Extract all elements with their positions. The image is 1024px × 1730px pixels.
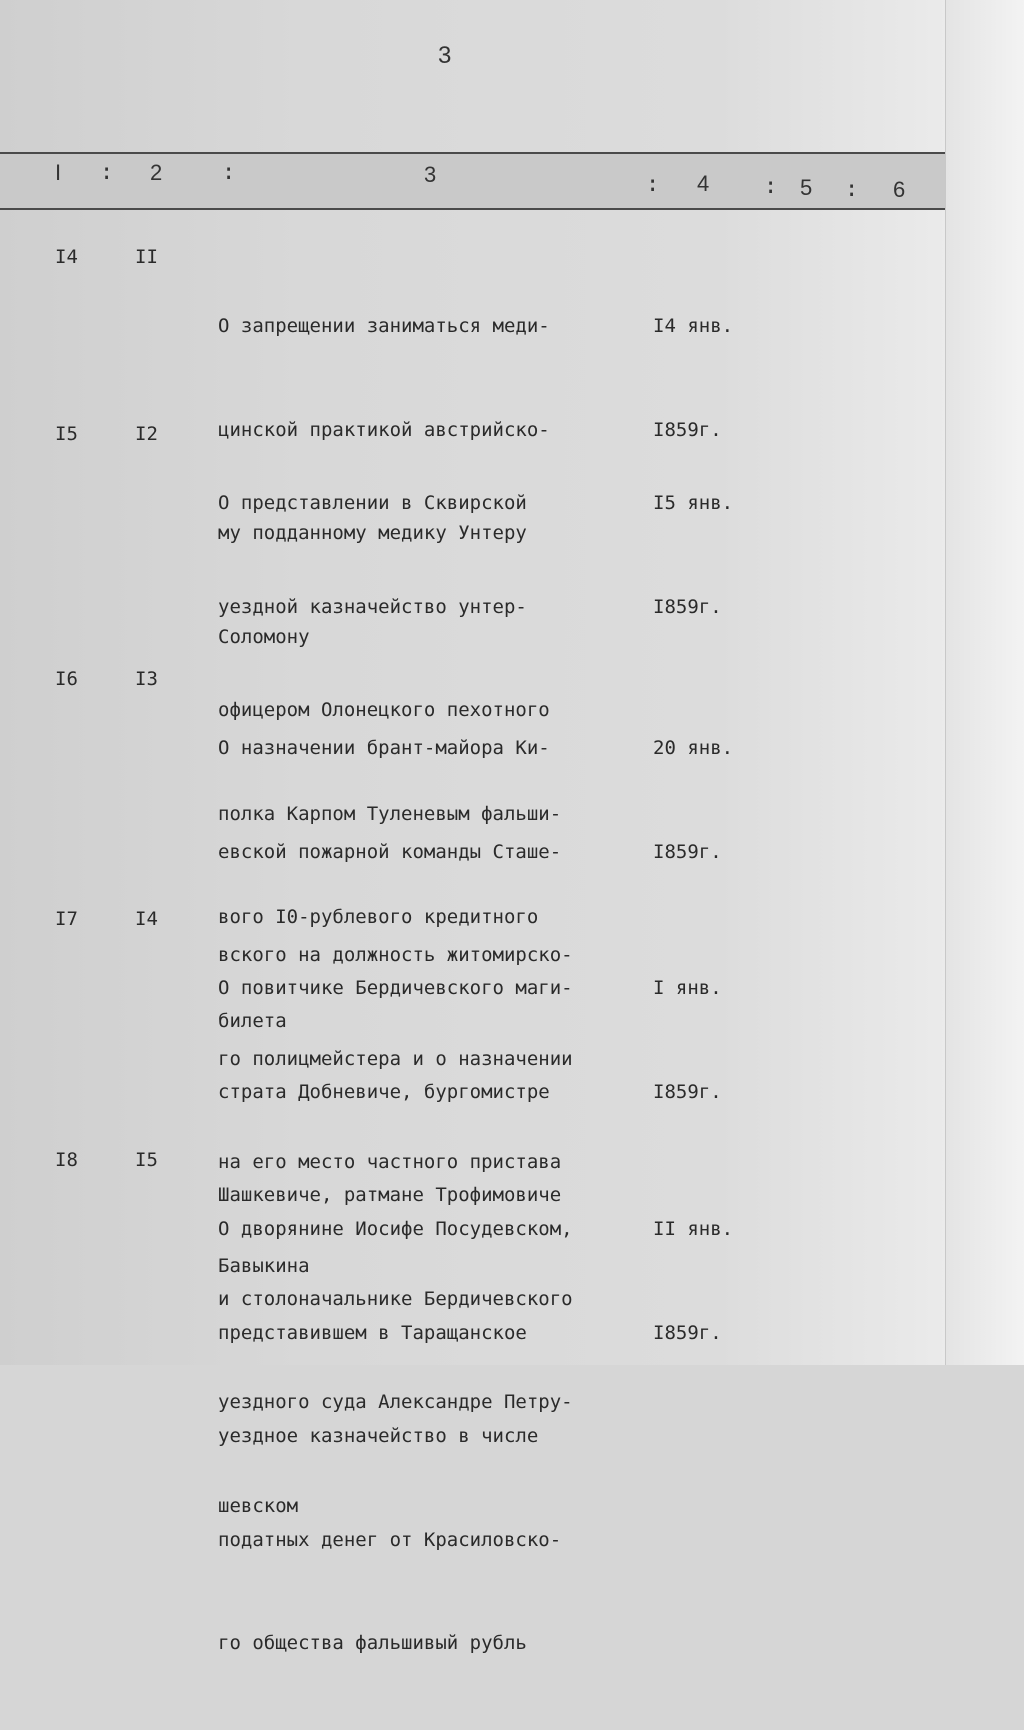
entry-number: I7 (55, 908, 78, 930)
description-line: го общества фальшивый рубль (218, 1632, 527, 1654)
date-year: I859г. (653, 1080, 722, 1103)
description-line: му подданному медику Унтеру (218, 522, 527, 544)
description-line: вского на должность житомирско- (218, 944, 573, 966)
description-line: шевском (218, 1494, 299, 1517)
entry-subnumber: I2 (135, 423, 158, 445)
date-year: I859г. (653, 840, 722, 863)
description-line: уездное казначейство в числе (218, 1425, 539, 1447)
description-line: на его место частного пристава (218, 1151, 562, 1173)
date-day: I4 янв. (653, 315, 734, 337)
header-col-2: 2 (150, 160, 163, 185)
date-day: II янв. (653, 1218, 734, 1240)
date-day: I янв. (653, 977, 722, 999)
header-bottom-rule (0, 208, 945, 210)
entry-subnumber: II (135, 246, 158, 268)
description-line: О запрещении заниматься меди- (218, 315, 550, 337)
description-line: Бавыкина (218, 1254, 310, 1277)
header-separator: : (100, 160, 114, 185)
date-year: I859г. (653, 418, 722, 441)
date-year: I859г. (653, 1321, 722, 1344)
date-year: I859г. (653, 595, 722, 618)
header-col-6: 6 (893, 177, 906, 202)
description-line: страта Добневиче, бургомистре (218, 1080, 550, 1103)
entry-number: I4 (55, 246, 78, 268)
description-line: билета (218, 1009, 287, 1032)
entry-number: I5 (55, 423, 78, 445)
entry-date (653, 417, 733, 693)
entry-subnumber: I4 (135, 908, 158, 930)
entry-date (653, 1143, 733, 1419)
entry-number: I8 (55, 1149, 78, 1171)
header-col-4: 4 (697, 171, 710, 196)
header-top-rule (0, 152, 945, 154)
description-line: цинской практикой австрийско- (218, 418, 550, 441)
description-line: го полицмейстера и о назначении (218, 1047, 573, 1070)
page-number: 3 (438, 42, 452, 69)
description-line: О повитчике Бердичевского маги- (218, 977, 573, 999)
entry-date (653, 662, 733, 938)
description-line: уездной казначейство унтер- (218, 595, 527, 618)
page-edge (945, 0, 1024, 1365)
header-separator: : (764, 174, 778, 199)
description-line: офицером Олонецкого пехотного (218, 699, 550, 721)
header-separator: : (646, 172, 660, 197)
header-separator: : (845, 177, 859, 202)
entry-date (653, 902, 722, 1178)
entry-subnumber: I5 (135, 1149, 158, 1171)
description-line: О назначении брант-майора Ки- (218, 737, 550, 759)
description-line: вого I0-рублевого кредитного (218, 906, 539, 928)
entry-number: I6 (55, 668, 78, 690)
description-line: О представлении в Сквирской (218, 492, 527, 514)
description-line: податных денег от Красиловско- (218, 1528, 562, 1551)
entry-subnumber: I3 (135, 668, 158, 690)
description-line: О дворянине Иосифе Посудевском, (218, 1218, 573, 1240)
description-line: представившем в Таращанское (218, 1321, 527, 1344)
date-day: 20 янв. (653, 737, 734, 759)
description-line: и столоначальнике Бердичевского (218, 1287, 573, 1310)
description-line: евской пожарной команды Сташе- (218, 840, 562, 863)
header-col-3: 3 (424, 162, 437, 187)
entry-description (218, 1143, 573, 1730)
header-col-5: 5 (800, 175, 813, 200)
description-line: уездного суда Александре Петру- (218, 1391, 573, 1413)
header-col-1: I (55, 160, 62, 185)
header-separator: : (222, 160, 236, 185)
description-line: полка Карпом Туленевым фальши- (218, 802, 562, 825)
date-day: I5 янв. (653, 492, 734, 514)
description-line: Шашкевиче, ратмане Трофимовиче (218, 1184, 562, 1206)
description-line: Соломону (218, 625, 310, 648)
